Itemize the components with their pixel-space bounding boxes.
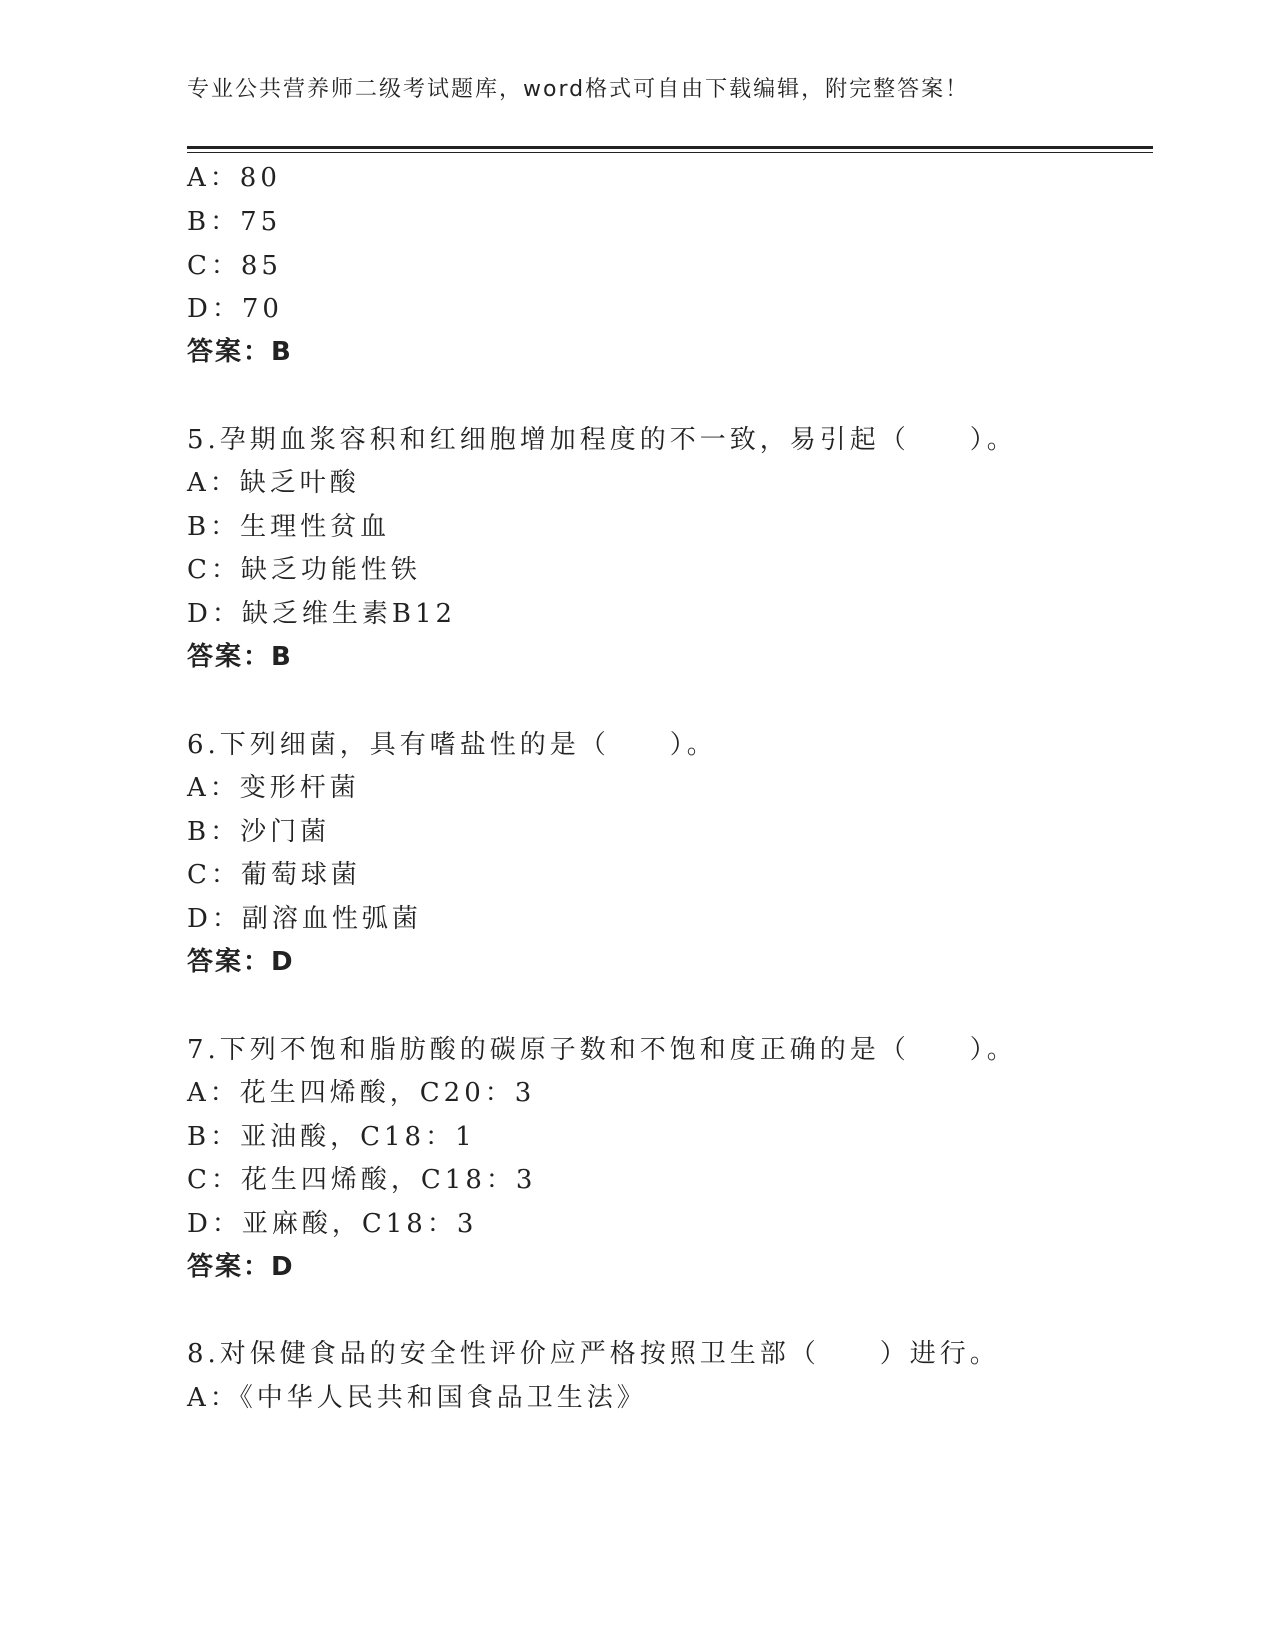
q5-stem: 5.孕期血浆容积和红细胞增加程度的不一致，易引起（ ）。 [187,425,1017,455]
q6-option-a: A：变形杆菌 [187,773,360,803]
q5-answer: 答案：B [187,642,293,672]
q7-option-c: C：花生四烯酸，C18：3 [187,1165,537,1195]
q5-option-c: C：缺乏功能性铁 [187,555,421,585]
q7-option-b: B：亚油酸，C18：1 [187,1122,476,1152]
q6-option-d: D：副溶血性弧菌 [187,904,422,934]
q7-answer: 答案：D [187,1252,295,1282]
q5-option-a: A：缺乏叶酸 [187,468,360,498]
q6-option-b: B：沙门菌 [187,817,331,847]
q4-option-d: D：70 [187,294,283,324]
q5-option-d: D：缺乏维生素B12 [187,599,457,629]
header-rule [187,146,1153,149]
q7-option-d: D：亚麻酸，C18：3 [187,1209,478,1239]
q4-answer: 答案：B [187,337,293,367]
q4-option-b: B：75 [187,207,282,237]
q4-option-a: A：80 [187,163,281,193]
q8-option-a: A：《中华人民共和国食品卫生法》 [187,1383,647,1413]
q6-stem: 6.下列细菌，具有嗜盐性的是（ ）。 [187,730,717,760]
q5-option-b: B：生理性贫血 [187,512,391,542]
q6-answer: 答案：D [187,947,295,977]
header-rule-thin [187,152,1153,153]
q6-option-c: C：葡萄球菌 [187,860,361,890]
q4-option-c: C：85 [187,251,282,281]
q8-stem: 8.对保健食品的安全性评价应严格按照卫生部（ ）进行。 [187,1339,1000,1369]
page-header: 专业公共营养师二级考试题库，word格式可自由下载编辑，附完整答案！ [187,77,970,102]
q7-option-a: A：花生四烯酸，C20：3 [187,1078,536,1108]
q7-stem: 7.下列不饱和脂肪酸的碳原子数和不饱和度正确的是（ ）。 [187,1035,1017,1065]
